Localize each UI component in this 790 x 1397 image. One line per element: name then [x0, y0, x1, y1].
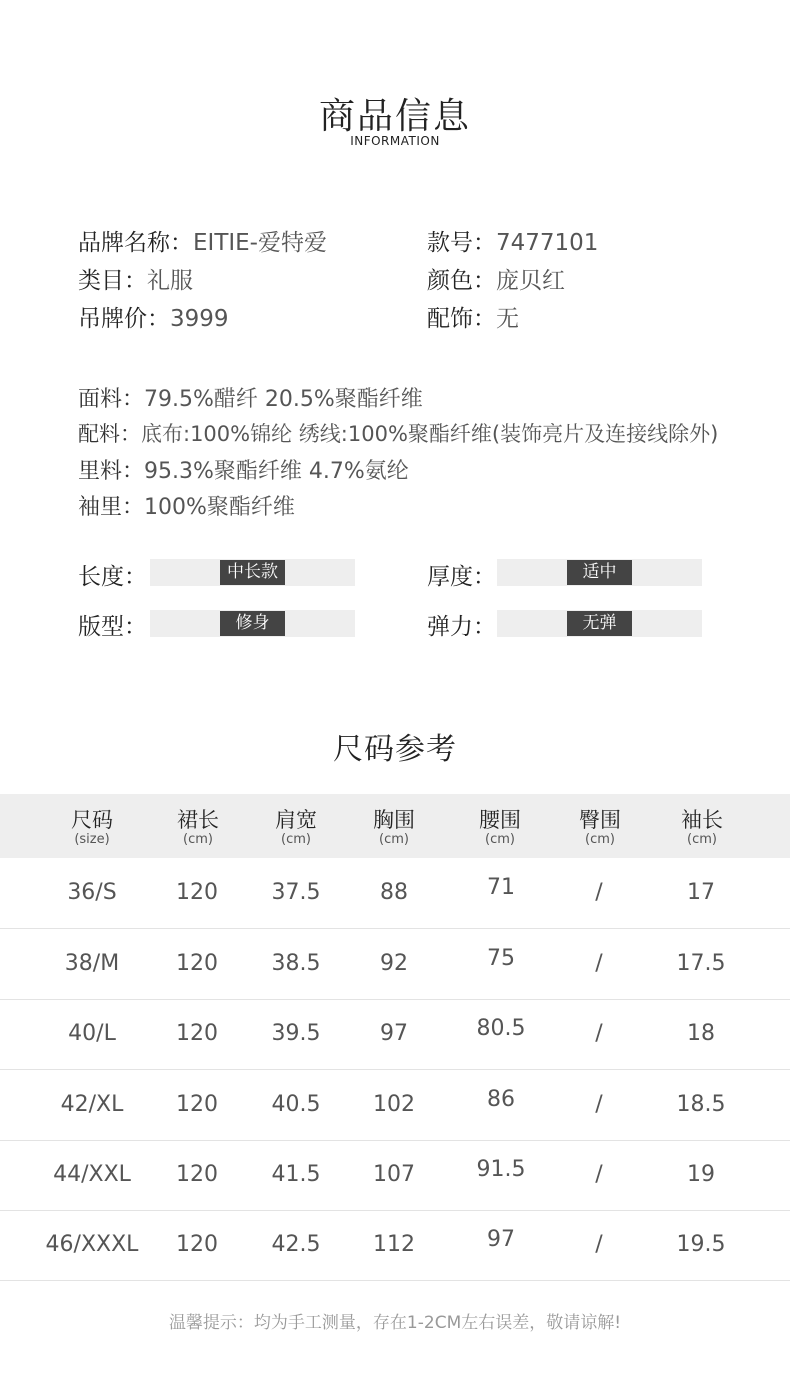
header-shoulder-unit: (cm): [281, 832, 311, 847]
cell-hip: /: [595, 1092, 603, 1117]
length-label: 长度：: [78, 564, 147, 590]
cell-waist: 97: [487, 1227, 515, 1252]
table-row: [0, 858, 790, 929]
header-size: 尺码: [71, 808, 113, 832]
cell-size: 40/L: [68, 1021, 116, 1046]
header-sleeve: 袖长: [681, 808, 723, 832]
cell-hip: /: [595, 880, 603, 905]
category-value: 礼服: [147, 268, 193, 294]
cell-hip: /: [595, 1232, 603, 1257]
material-label: 里料：: [78, 459, 145, 484]
material-value: 100%聚酯纤维: [144, 495, 295, 520]
accessory-label: 配饰：: [427, 306, 496, 332]
category-row: [78, 262, 193, 295]
brand-label: 品牌名称：: [78, 230, 193, 256]
cell-waist: 80.5: [476, 1016, 526, 1041]
cell-size: 42/XL: [60, 1092, 124, 1117]
material-row: [78, 382, 423, 413]
cell-hip: /: [595, 1021, 603, 1046]
material-value: 95.3%聚酯纤维 4.7%氨纶: [144, 459, 409, 484]
cell-bust: 92: [380, 951, 408, 976]
cell-shoulder: 39.5: [271, 1021, 321, 1046]
header-hip: 臀围: [579, 808, 621, 832]
header-size-unit: (size): [74, 832, 110, 847]
section-subtitle-info: INFORMATION: [350, 134, 440, 148]
cell-sleeve: 19: [687, 1162, 715, 1187]
material-value: 79.5%醋纤 20.5%聚酯纤维: [144, 387, 423, 412]
price-label: 吊牌价：: [78, 306, 170, 332]
cell-length: 120: [176, 1092, 218, 1117]
header-length-unit: (cm): [183, 832, 213, 847]
cell-waist: 91.5: [476, 1157, 526, 1182]
cell-size: 44/XXL: [53, 1162, 131, 1187]
fit-label: 版型：: [78, 614, 147, 640]
cell-size: 36/S: [67, 880, 117, 905]
cell-length: 120: [176, 1021, 218, 1046]
cell-bust: 107: [373, 1162, 415, 1187]
cell-hip: /: [595, 951, 603, 976]
price-row: [78, 300, 229, 333]
table-row: [0, 1070, 790, 1141]
cell-shoulder: 40.5: [271, 1092, 321, 1117]
cell-length: 120: [176, 1162, 218, 1187]
cell-sleeve: 18: [687, 1021, 715, 1046]
header-length: 裙长: [177, 808, 219, 832]
cell-bust: 102: [373, 1092, 415, 1117]
header-waist: 腰围: [479, 808, 521, 832]
style-label: 款号：: [427, 230, 496, 256]
header-waist-unit: (cm): [485, 832, 515, 847]
stretch-bar: [497, 610, 702, 637]
fit-bar: [150, 610, 355, 637]
cell-sleeve: 17.5: [676, 951, 726, 976]
table-row: [0, 999, 790, 1070]
cell-shoulder: 42.5: [271, 1232, 321, 1257]
color-row: [427, 262, 565, 295]
cell-hip: /: [595, 1162, 603, 1187]
cell-shoulder: 41.5: [271, 1162, 321, 1187]
header-bust-unit: (cm): [379, 832, 409, 847]
material-row: [78, 418, 718, 448]
cell-bust: 88: [380, 880, 408, 905]
cell-sleeve: 18.5: [676, 1092, 726, 1117]
material-label: 配料：: [78, 422, 141, 446]
cell-length: 120: [176, 880, 218, 905]
section-title-info: 商品信息: [318, 96, 471, 137]
brand-value: EITIE-爱特爱: [193, 230, 327, 256]
cell-length: 120: [176, 1232, 218, 1257]
cell-shoulder: 37.5: [271, 880, 321, 905]
measurement-note: 温馨提示：均为手工测量，存在1-2CM左右误差，敬请谅解!: [168, 1313, 622, 1333]
header-sleeve-unit: (cm): [687, 832, 717, 847]
cell-sleeve: 19.5: [676, 1232, 726, 1257]
table-row: [0, 1210, 790, 1281]
cell-waist: 86: [487, 1087, 515, 1112]
thickness-label: 厚度：: [427, 564, 496, 590]
fit-chip: 修身: [220, 611, 285, 636]
cell-size: 38/M: [64, 951, 120, 976]
style-value: 7477101: [496, 230, 599, 256]
color-value: 庞贝红: [496, 268, 565, 294]
material-row: [78, 490, 295, 521]
table-row: [0, 1140, 790, 1211]
length-chip: 中长款: [220, 560, 285, 585]
material-row: [78, 454, 409, 485]
cell-sleeve: 17: [687, 880, 715, 905]
cell-bust: 97: [380, 1021, 408, 1046]
cell-shoulder: 38.5: [271, 951, 321, 976]
stretch-chip: 无弹: [567, 611, 632, 636]
thickness-bar: [497, 559, 702, 586]
length-bar: [150, 559, 355, 586]
accessory-value: 无: [496, 306, 519, 332]
style-row: [427, 224, 598, 257]
color-label: 颜色：: [427, 268, 496, 294]
material-value: 底布:100%锦纶 绣线:100%聚酯纤维(装饰亮片及连接线除外): [141, 422, 719, 446]
size-table-header: [0, 794, 790, 858]
size-title: 尺码参考: [333, 732, 457, 767]
cell-bust: 112: [373, 1232, 415, 1257]
price-value: 3999: [170, 306, 229, 332]
header-hip-unit: (cm): [585, 832, 615, 847]
material-label: 袖里：: [78, 495, 145, 520]
cell-length: 120: [176, 951, 218, 976]
cell-waist: 75: [487, 946, 515, 971]
cell-size: 46/XXXL: [45, 1232, 139, 1257]
header-shoulder: 肩宽: [275, 808, 317, 832]
accessory-row: [427, 300, 519, 333]
header-bust: 胸围: [373, 808, 415, 832]
table-row: [0, 929, 790, 1000]
category-label: 类目：: [78, 268, 147, 294]
brand-row: [78, 224, 327, 257]
material-label: 面料：: [78, 387, 145, 412]
cell-waist: 71: [487, 875, 515, 900]
stretch-label: 弹力：: [427, 614, 496, 640]
thickness-chip: 适中: [567, 560, 632, 585]
